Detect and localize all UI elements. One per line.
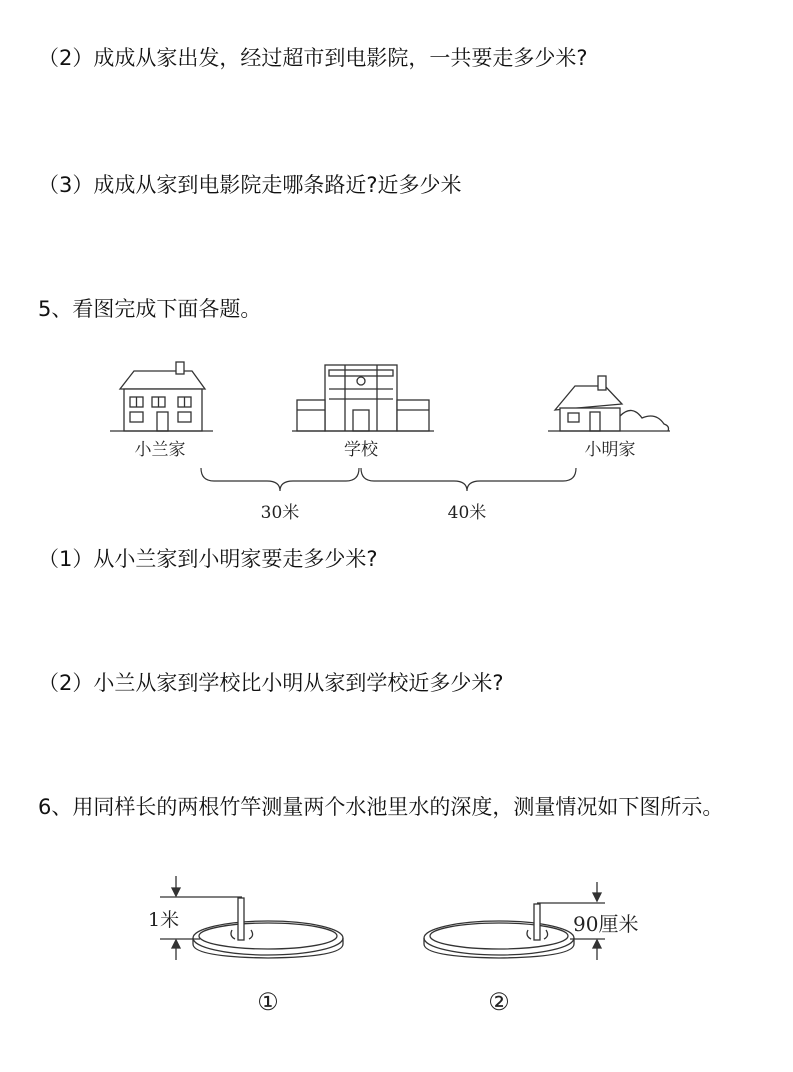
pool-2-icon bbox=[424, 904, 574, 958]
xiaoming-house-icon bbox=[548, 376, 670, 431]
label-xiaolan-home: 小兰家 bbox=[134, 440, 186, 460]
question-4-2: （2）成成从家出发，经过超市到电影院，一共要走多少米? bbox=[38, 46, 588, 70]
figure-pools-diagram bbox=[0, 865, 793, 1025]
label-pool-2-depth: 90厘米 bbox=[573, 912, 639, 936]
school-building-icon bbox=[292, 365, 434, 431]
brace-30m bbox=[201, 468, 359, 491]
figure-route-diagram bbox=[0, 350, 793, 530]
question-6-title: 6、用同样长的两根竹竿测量两个水池里水的深度，测量情况如下图所示。 bbox=[38, 795, 724, 819]
label-pool-1-depth: 1米 bbox=[148, 909, 180, 931]
label-xiaoming-home: 小明家 bbox=[584, 440, 636, 460]
question-5-1: （1）从小兰家到小明家要走多少米? bbox=[38, 547, 378, 571]
question-4-3: （3）成成从家到电影院走哪条路近?近多少米 bbox=[38, 173, 462, 197]
xiaolan-house-icon bbox=[110, 362, 213, 431]
label-distance-40m: 40米 bbox=[447, 503, 487, 523]
question-5-title: 5、看图完成下面各题。 bbox=[38, 297, 262, 321]
label-pool-2-number: ② bbox=[488, 988, 510, 1016]
brace-40m bbox=[361, 468, 576, 491]
label-pool-1-number: ① bbox=[257, 988, 279, 1016]
question-5-2: （2）小兰从家到学校比小明从家到学校近多少米? bbox=[38, 671, 504, 695]
pool-1-icon bbox=[193, 898, 343, 958]
label-school: 学校 bbox=[344, 440, 378, 460]
label-distance-30m: 30米 bbox=[260, 503, 300, 523]
